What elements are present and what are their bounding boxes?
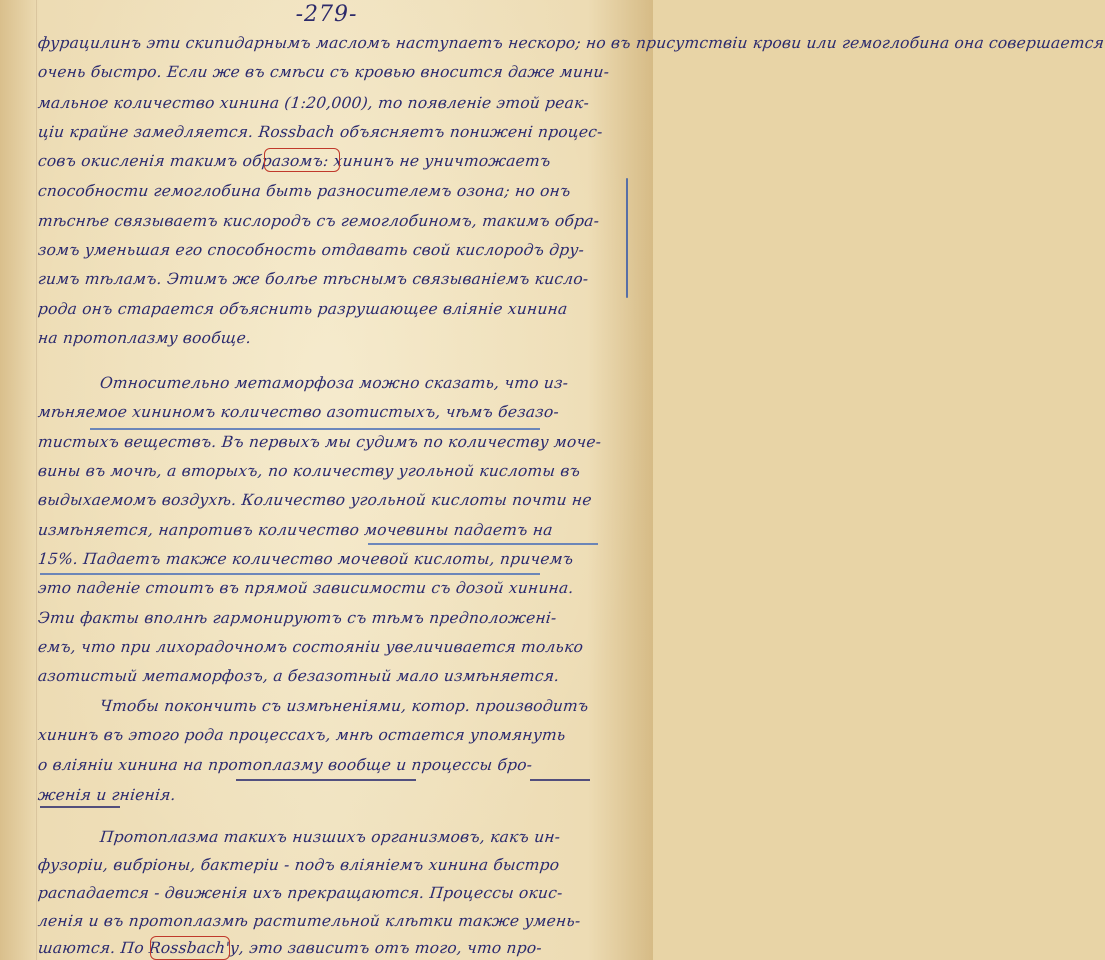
text-line: очень быстро. Если же въ смѣси съ кровью вносится даже мини- <box>37 63 611 81</box>
text-line: рода онъ старается объяснить разрушающее вліяніе хинина <box>37 300 569 318</box>
text-line: фузоріи, вибріоны, бактеріи - подъ вліяніемъ хинина быстро <box>37 856 561 874</box>
text-line: Относительно метаморфоза можно сказать, что из- <box>99 374 570 392</box>
red-highlight-mark <box>264 148 340 172</box>
text-line: гимъ тѣламъ. Этимъ же болѣе тѣснымъ связываніемъ кисло- <box>37 270 590 288</box>
text-line: шаются. По Rossbach'у, это зависитъ отъ того, что про- <box>37 939 543 957</box>
text-line: совъ окисленія такимъ образомъ: хининъ не уничтожаетъ <box>37 152 552 170</box>
text-line: на протоплазму вообще. <box>37 329 253 347</box>
text-line: распадается - движенія ихъ прекращаются. Процессы окис- <box>37 884 564 902</box>
text-line: мѣняемое хининомъ количество азотистыхъ, чѣмъ безазо- <box>37 403 560 421</box>
ink-underline <box>40 806 120 808</box>
text-line: фурацилинъ эти скипидарнымъ масломъ наступаетъ нескоро; но въ присутствіи крови или гемоглобина она совершается <box>37 34 1105 52</box>
text-line: мальное количество хинина (1:20,000), то появленіе этой реак- <box>37 94 590 112</box>
page-number: -279- <box>295 2 358 27</box>
text-line: измѣняется, напротивъ количество мочевины падаетъ на <box>37 521 554 539</box>
ink-underline <box>530 779 590 781</box>
text-line: зомъ уменьшая его способность отдавать свой кислородъ дру- <box>37 241 586 259</box>
blue-underline <box>40 573 540 575</box>
text-line: о вліяніи хинина на протоплазму вообще и процессы бро- <box>37 756 534 774</box>
text-line: тистыхъ веществъ. Въ первыхъ мы судимъ по количеству моче- <box>37 433 603 451</box>
margin-side-mark <box>626 178 628 298</box>
text-line: это паденіе стоитъ въ прямой зависимости съ дозой хинина. <box>37 579 575 597</box>
text-line: ціи крайне замедляется. Rossbach объясняетъ понижені процес- <box>37 123 604 141</box>
text-line: Чтобы покончить съ измѣненіями, котор. производитъ <box>99 697 590 715</box>
text-line: 15%. Падаетъ также количество мочевой кислоты, причемъ <box>37 550 575 568</box>
margin-rule <box>36 0 37 960</box>
ink-underline <box>236 779 416 781</box>
text-line: хининъ въ этого рода процессахъ, мнѣ остается упомянуть <box>37 726 567 744</box>
text-line: выдыхаемомъ воздухѣ. Количество угольной кислоты почти не <box>37 491 593 509</box>
text-line: тѣснѣе связываетъ кислородъ съ гемоглобиномъ, такимъ обра- <box>37 212 601 230</box>
text-line: вины въ мочѣ, а вторыхъ, по количеству угольной кислоты въ <box>37 462 582 480</box>
text-line: Протоплазма такихъ низшихъ организмовъ, какъ ин- <box>99 828 562 846</box>
text-line: емъ, что при лихорадочномъ состояніи увеличивается только <box>37 638 585 656</box>
text-line: азотистый метаморфозъ, а безазотный мало измѣняется. <box>37 667 561 685</box>
text-line: способности гемоглобина быть разносителемъ озона; но онъ <box>37 182 572 200</box>
text-line: ленія и въ протоплазмѣ растительной клѣтки также умень- <box>37 912 582 930</box>
blue-underline <box>368 543 598 545</box>
blue-underline <box>90 428 540 430</box>
text-line: женія и гніенія. <box>37 786 177 804</box>
red-highlight-mark <box>150 936 230 960</box>
text-line: Эти факты вполнѣ гармонируютъ съ тѣмъ предположені- <box>37 609 558 627</box>
